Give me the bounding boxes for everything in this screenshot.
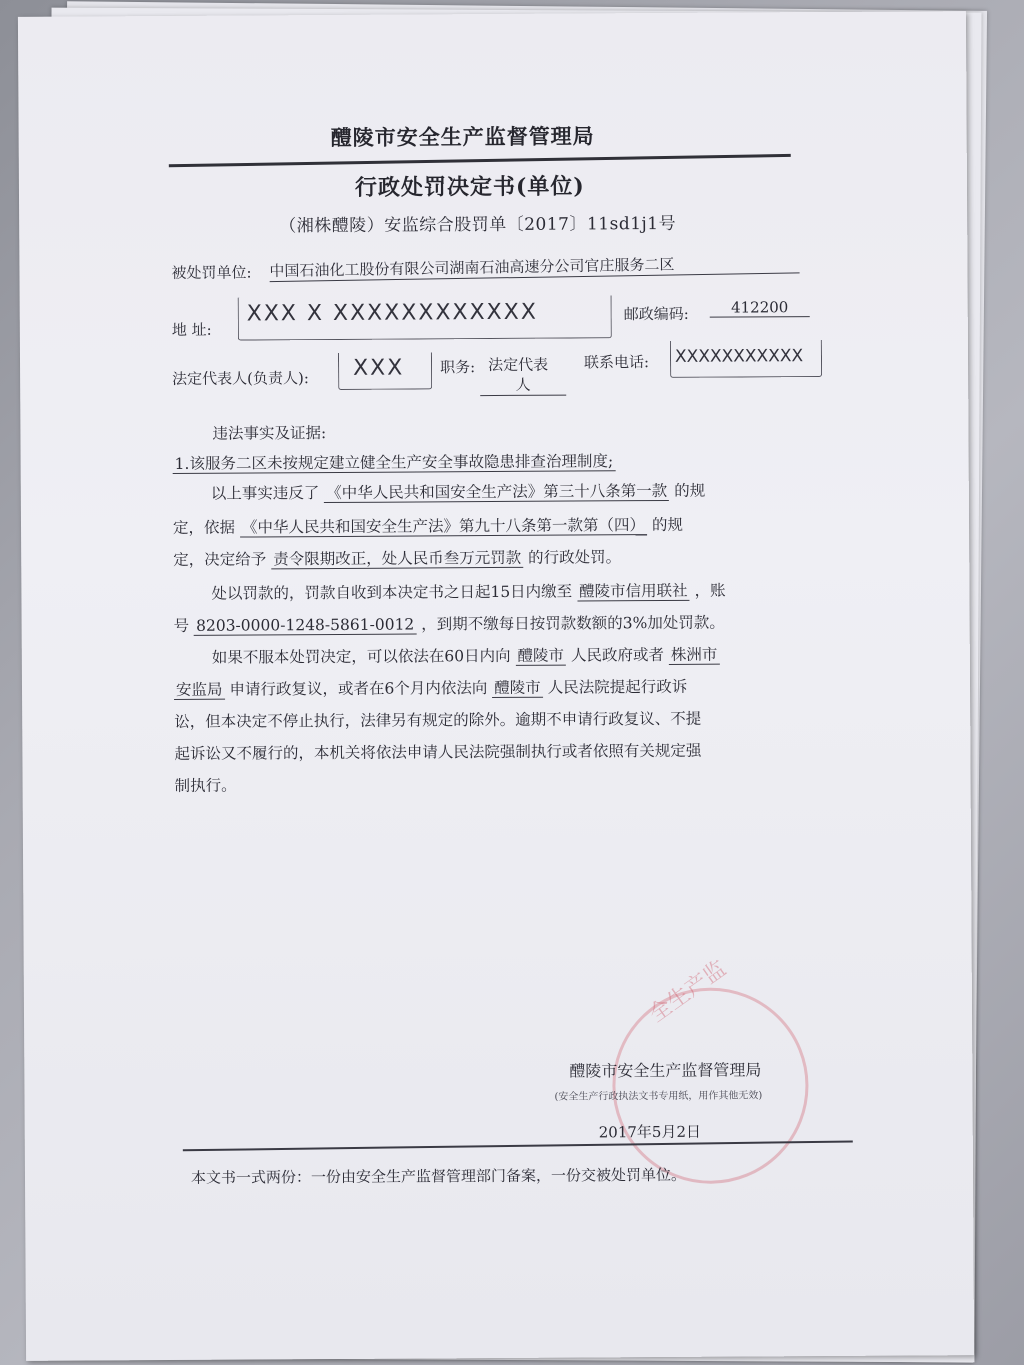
legal-rep-redaction-box [338,352,432,390]
document-page [18,11,974,1361]
appeal-court: 醴陵市 [492,679,543,698]
appeal-bureau: 安监局 [174,681,225,700]
violation-line-3 [173,545,621,570]
payment-line-1 [211,579,725,604]
violation-text: 定，依据 [172,518,236,537]
decision-date: 2017年5月2日 [598,1122,702,1142]
violation-text: 的行政处罚。 [528,548,622,567]
appeal-text: 申请行政复议，或者在6个月内依法向 [229,679,488,699]
violation-text: 定，决定给予 [173,550,267,569]
phone-value: XXXXXXXXXXX [674,346,804,367]
official-seal [612,987,809,1184]
appeal-government: 醴陵市 [515,647,566,666]
paper-usage-note: (安全生产行政执法文书专用纸，用作其他无效) [554,1090,763,1103]
violation-text: 的规 [651,515,683,535]
fact-item-1-text: 1.该服务二区未按规定建立健全生产安全事故隐患排查治理制度; [173,452,616,474]
header-rule [169,154,791,167]
appeal-line-5: 制执行。 [174,776,237,795]
payment-text: ，账 [694,581,726,600]
address-label: 地 址: [171,320,212,339]
payment-bank: 醴陵市信用联社 [577,582,690,602]
violated-law: 《中华人民共和国安全生产法》第三十八条第一款 [324,482,669,503]
signing-agency: 醴陵市安全生产监督管理局 [569,1060,762,1081]
appeal-text: 人民政府或者 [570,645,665,665]
appeal-line-4: 起诉讼又不履行的，本机关将依法申请人民法院强制执行或者依照有关规定强 [174,741,702,763]
postal-code-label: 邮政编码: [623,304,689,324]
copies-footnote: 本文书一式两份：一份由安全生产监督管理部门备案，一份交被处罚单位。 [190,1165,687,1187]
document-title: 行政处罚决定书(单位) [354,173,585,201]
position-value-line1: 法定代表 [487,355,549,375]
legal-rep-value: XXX [352,355,405,381]
violation-line-2 [173,513,683,538]
address-value: XXX X XXXXXXXXXXXX [246,299,538,327]
violation-line-1 [211,479,706,504]
violation-text: 的规 [674,481,706,500]
penalty-decision: 责令限期改正，处人民币叁万元罚款 [271,549,523,570]
appeal-line-3: 讼，但本决定不停止执行，法律另有规定的除外。逾期不申请行政复议、不提 [174,709,702,731]
penalty-basis-law: 《中华人民共和国安全生产法》第九十八条第一款第（四） [240,516,647,537]
payment-text: 号 [173,616,190,635]
document-number: （湘株醴陵）安监综合股罚单〔2017〕11sd1j1号 [279,213,677,237]
phone-label: 联系电话: [583,353,650,372]
violation-text: 以上事实违反了 [210,484,320,503]
phone-redaction-box [670,340,822,378]
payment-text: ，到期不缴每日按罚款数额的3%加处罚款。 [421,613,725,634]
payment-account-number: 8203-0000-1248-5861-0012 [194,615,416,635]
payment-line-2 [174,611,725,636]
agency-title: 醴陵市安全生产监督管理局 [330,123,595,150]
appeal-text: 如果不服本处罚决定，可以依法在60日内向 [211,646,511,667]
facts-heading: 违法事实及证据: [212,424,327,443]
appeal-line-2 [174,675,687,700]
fact-item-1 [173,449,616,474]
position-value-line2: 人 [480,374,566,397]
appeal-bureau: 株洲市 [669,646,720,665]
appeal-text: 人民法院提起行政诉 [547,677,688,697]
penalized-unit-label: 被处罚单位: [171,263,252,282]
postal-code-value: 412200 [710,298,810,318]
appeal-line-1 [212,643,720,668]
legal-rep-label: 法定代表人(负责人): [172,369,309,388]
penalized-unit-value: 中国石油化工股份有限公司湖南石油高速分公司官庄服务二区 [269,251,799,282]
payment-text: 处以罚款的，罚款自收到本决定书之日起15日内缴至 [211,582,573,603]
official-seal-text: 全生产监 [644,956,732,1028]
position-label: 职务: [439,358,476,377]
address-redaction-box [238,295,612,340]
